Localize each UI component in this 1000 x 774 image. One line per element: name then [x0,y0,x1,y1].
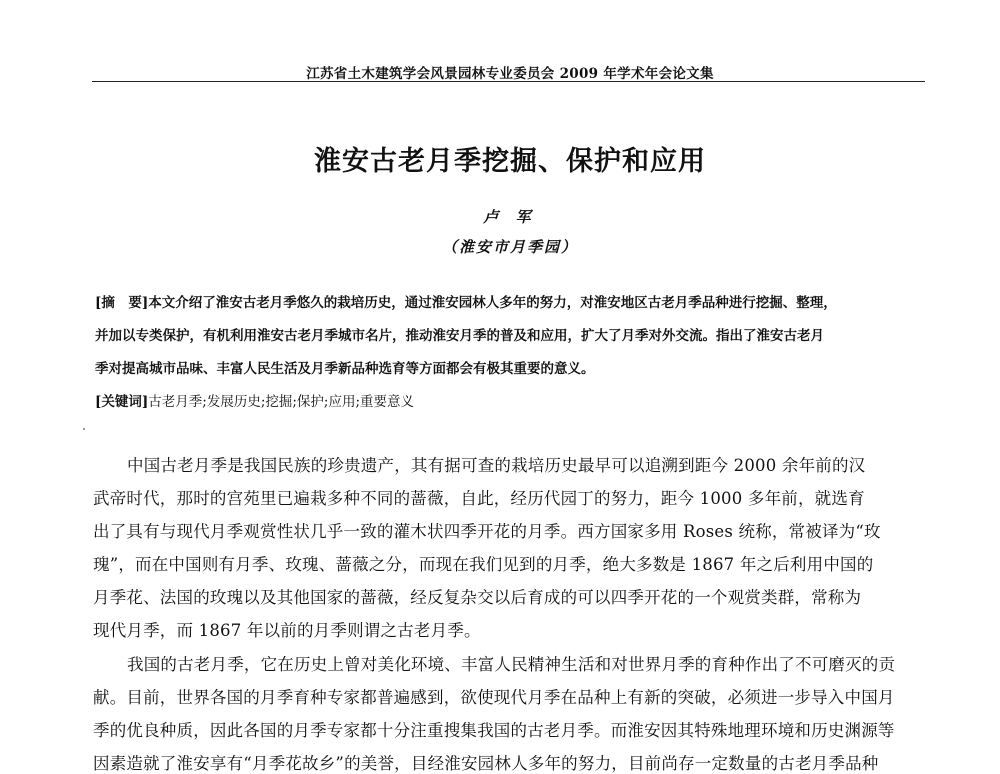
body-line: 我国的古老月季，它在历史上曾对美化环境、丰富人民精神生活和对世界月季的育种作出了不可磨灭的贡 [127,655,896,674]
body-line: 季的优良种质，因此各国的月季专家都十分注重搜集我国的古老月季。而淮安因其特殊地理环境和历史渊源等 [93,721,895,740]
running-header: 江苏省土木建筑学会风景园林专业委员会 2009 年学术年会论文集 [306,66,714,82]
abstract-line: [摘 要]本文介绍了淮安古老月季悠久的栽培历史，通过淮安园林人多年的努力，对淮安地区古老月季品种进行挖掘、整理， [95,295,837,311]
body-line: 瑰”，而在中国则有月季、玫瑰、蔷薇之分，而现在我们见到的月季，绝大多数是 1867 年之后利用中国的 [93,555,874,574]
keywords-text: 古老月季;发展历史;挖掘;保护;应用;重要意义 [148,394,415,410]
body-line: 月季花、法国的玫瑰以及其他国家的蔷薇，经反复杂交以后育成的可以四季开花的一个观赏类群，常称为 [93,588,862,607]
body-line: 武帝时代，那时的宫苑里已遍栽多种不同的蔷薇，自此，经历代园丁的努力，距今 1000 多年前，就选育 [93,489,865,508]
abstract-line: 并加以专类保护，有机利用淮安古老月季城市名片，推动淮安月季的普及和应用，扩大了月季对外交流。指出了淮安古老月 [95,328,824,344]
body-line: 因素造就了淮安享有“月季花故乡”的美誉，目经淮安园林人多年的努力，目前尚存一定数量的古老月季品种 [93,754,879,773]
abstract-line: 季对提高城市品味、丰富人民生活及月季新品种选育等方面都会有极其重要的意义。 [95,361,595,377]
article-affiliation: （淮安市月季园） [441,238,578,256]
body-line: 现代月季，而 1867 年以前的月季则谓之古老月季。 [93,621,481,640]
header-rule [92,81,925,82]
article-title: 淮安古老月季挖掘、保护和应用 [314,146,706,177]
article-author: 卢 军 [483,208,537,226]
body-line: 中国古老月季是我国民族的珍贵遗产，其有据可查的栽培历史最早可以追溯到距今 2000 余年前的汉 [127,456,866,475]
body-line: 出了具有与现代月季观赏性状几乎一致的灌木状四季开花的月季。西方国家多用 Roses 统称，常被译为“玫 [93,522,881,541]
body-line: 献。目前，世界各国的月季育种专家都普遍感到，欲使现代月季在品种上有新的突破，必须进一步导入中国月 [93,688,895,707]
keywords [95,390,414,410]
scan-speck [83,428,85,430]
keywords-label: [关键词] [95,394,149,410]
